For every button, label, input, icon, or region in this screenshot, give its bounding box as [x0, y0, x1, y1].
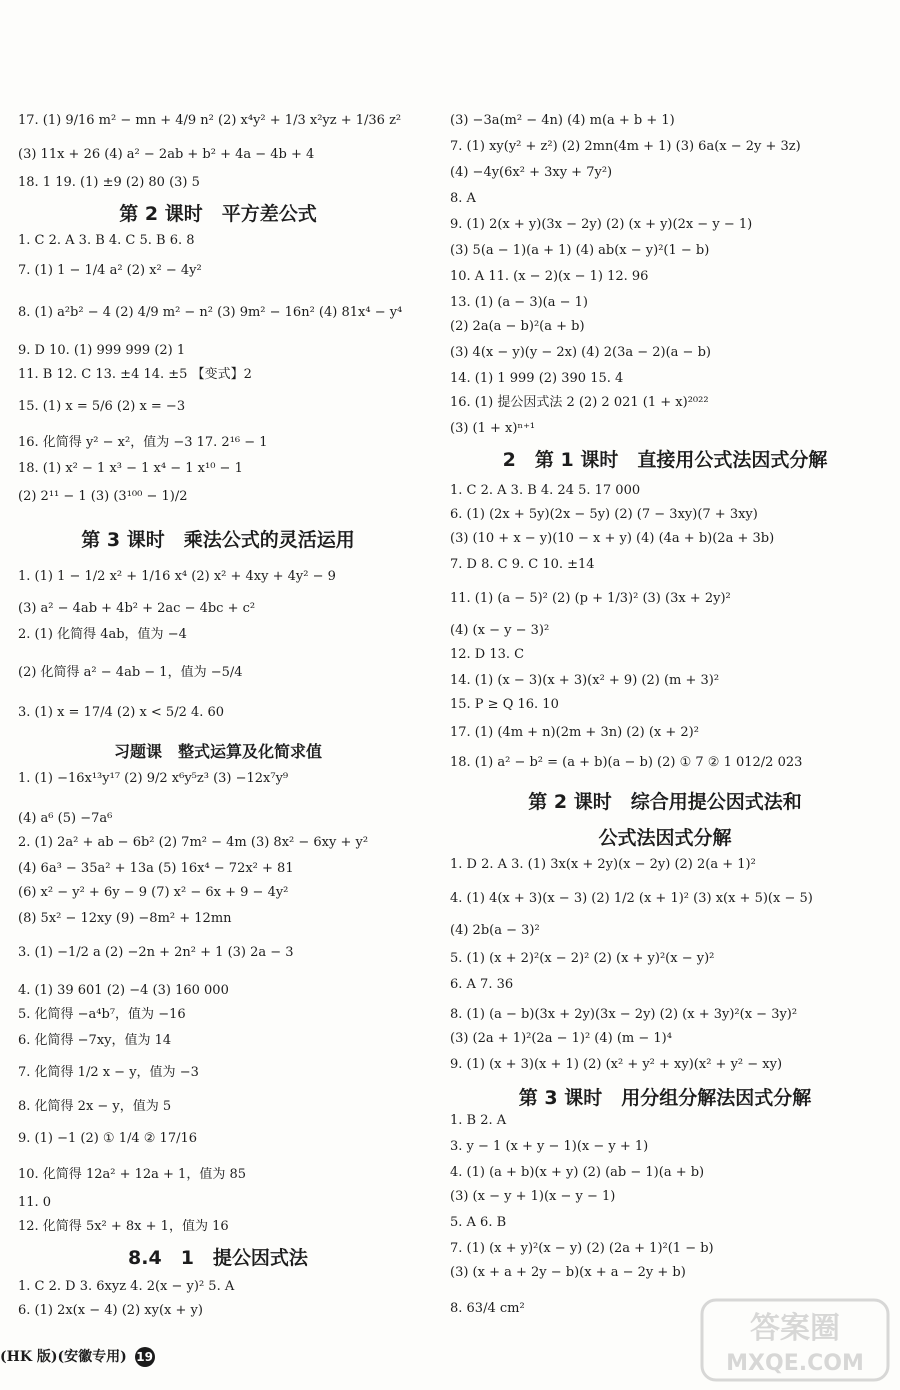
- answer-line: 11. B 12. C 13. ±4 14. ±5 【变式】2: [18, 367, 252, 382]
- answer-line: 5. (1) (x + 2)²(x − 2)² (2) (x + y)²(x − y)²: [450, 951, 715, 966]
- answer-line: 4. (1) (a + b)(x + y) (2) (ab − 1)(a + b): [450, 1165, 705, 1180]
- answer-line: 6. A 7. 36: [450, 977, 514, 992]
- answer-line: 9. (1) −1 (2) ① 1/4 ② 17/16: [18, 1131, 198, 1146]
- answer-line: (3) a² − 4ab + 4b² + 2ac − 4bc + c²: [18, 601, 256, 616]
- answer-line: 7. D 8. C 9. C 10. ±14: [450, 557, 595, 572]
- answer-line: 18. (1) a² − b² = (a + b)(a − b) (2) ① 7 ② 1 012/2 023: [450, 755, 803, 770]
- answer-line: 1. (1) 1 − 1/2 x² + 1/16 x⁴ (2) x² + 4xy + 4y² − 9: [18, 569, 336, 584]
- answer-line: 4. (1) 4(x + 3)(x − 3) (2) 1/2 (x + 1)² (3) x(x + 5)(x − 5): [450, 891, 813, 906]
- section-heading: 习题课 整式运算及化简求值: [113, 742, 322, 761]
- answer-line: 15. (1) x = 5/6 (2) x = −3: [18, 399, 186, 414]
- answer-line: 7. 化简得 1/2 x − y，值为 −3: [18, 1065, 199, 1080]
- answer-line: 15. P ≥ Q 16. 10: [450, 697, 559, 712]
- answer-line: (3) (1 + x)ⁿ⁺¹: [450, 421, 536, 436]
- answer-line: 4. (1) 39 601 (2) −4 (3) 160 000: [18, 983, 229, 998]
- answer-line: 1. B 2. A: [450, 1113, 507, 1128]
- answer-line: 12. 化简得 5x² + 8x + 1，值为 16: [18, 1219, 229, 1234]
- answer-line: (3) −3a(m² − 4n) (4) m(a + b + 1): [450, 113, 675, 128]
- answer-line: 7. (1) 1 − 1/4 a² (2) x² − 4y²: [18, 263, 202, 278]
- watermark-bottom-text: MXQE.COM: [726, 1351, 864, 1376]
- answer-line: (3) 5(a − 1)(a + 1) (4) ab(x − y)²(1 − b): [450, 243, 710, 258]
- page-footer: [0, 1346, 155, 1367]
- answer-line: 17. (1) 9/16 m² − mn + 4/9 n² (2) x⁴y² + 1/3 x²yz + 1/36 z²: [18, 113, 402, 128]
- answer-line: 3. y − 1 (x + y − 1)(x − y + 1): [450, 1139, 649, 1154]
- answer-line: (4) −4y(6x² + 3xy + 7y²): [450, 165, 613, 180]
- answer-line: 3. (1) x = 17/4 (2) x < 5/2 4. 60: [18, 705, 225, 720]
- answer-line: 8. A: [450, 191, 476, 206]
- section-heading: 第 3 课时 乘法公式的灵活运用: [81, 529, 355, 551]
- answer-line: 10. 化简得 12a² + 12a + 1，值为 85: [18, 1167, 246, 1182]
- answer-line: (2) 化简得 a² − 4ab − 1，值为 −5/4: [18, 665, 243, 680]
- answer-line: (3) (2a + 1)²(2a − 1)² (4) (m − 1)⁴: [450, 1031, 672, 1046]
- answer-line: 3. (1) −1/2 a (2) −2n + 2n² + 1 (3) 2a − 3: [18, 945, 294, 960]
- answer-line: 11. 0: [18, 1195, 52, 1210]
- answer-line: 18. (1) x² − 1 x³ − 1 x⁴ − 1 x¹⁰ − 1: [18, 461, 243, 476]
- section-heading: 公式法因式分解: [598, 827, 732, 849]
- edition-label: (HK 版)(安徽专用): [0, 1349, 127, 1365]
- answer-line: (4) (x − y − 3)²: [450, 623, 550, 638]
- section-heading: 第 2 课时 综合用提公因式法和: [528, 791, 802, 813]
- section-heading: 2 第 1 课时 直接用公式法因式分解: [502, 449, 828, 471]
- answer-line: 18. 1 19. (1) ±9 (2) 80 (3) 5: [18, 175, 200, 190]
- watermark-top-text: 答案圈: [750, 1311, 840, 1346]
- answer-line: 8. 63/4 cm²: [450, 1301, 525, 1316]
- answer-line: 14. (1) (x − 3)(x + 3)(x² + 9) (2) (m + 3)²: [450, 673, 720, 688]
- answer-line: 1. C 2. D 3. 6xyz 4. 2(x − y)² 5. A: [18, 1279, 235, 1294]
- answer-line: 2. (1) 2a² + ab − 6b² (2) 7m² − 4m (3) 8x² − 6xy + y²: [18, 835, 369, 850]
- answer-line: (4) a⁶ (5) −7a⁶: [18, 811, 113, 826]
- answer-line: 1. C 2. A 3. B 4. C 5. B 6. 8: [18, 233, 195, 248]
- answer-line: 12. D 13. C: [450, 647, 525, 662]
- answer-line: 9. (1) (x + 3)(x + 1) (2) (x² + y² + xy)(x² + y² − xy): [450, 1057, 783, 1072]
- answer-line: 7. (1) (x + y)²(x − y) (2) (2a + 1)²(1 − b): [450, 1241, 714, 1256]
- answer-line: 13. (1) (a − 3)(a − 1): [450, 295, 588, 310]
- section-heading: 第 3 课时 用分组分解法因式分解: [518, 1087, 812, 1109]
- answer-line: 1. (1) −16x¹³y¹⁷ (2) 9/2 x⁶y⁵z³ (3) −12x⁷y⁹: [18, 771, 289, 786]
- answer-line: 8. (1) (a − b)(3x + 2y)(3x − 2y) (2) (x + 3y)²(x − 3y)²: [450, 1007, 798, 1022]
- page-number-badge: 19: [135, 1347, 155, 1367]
- answer-line: 8. 化简得 2x − y，值为 5: [18, 1099, 172, 1114]
- answer-line: (4) 2b(a − 3)²: [450, 923, 540, 938]
- answer-line: (3) 4(x − y)(y − 2x) (4) 2(3a − 2)(a − b): [450, 345, 711, 360]
- answer-line: 14. (1) 1 999 (2) 390 15. 4: [450, 371, 624, 386]
- answer-line: (4) 6a³ − 35a² + 13a (5) 16x⁴ − 72x² + 81: [18, 861, 294, 876]
- answer-line: (3) (x + a + 2y − b)(x + a − 2y + b): [450, 1265, 686, 1280]
- answer-line: (2) 2¹¹ − 1 (3) (3¹⁰⁰ − 1)/2: [18, 489, 188, 504]
- answer-line: 6. 化简得 −7xy，值为 14: [18, 1033, 172, 1048]
- section-heading: 第 2 课时 平方差公式: [119, 203, 317, 225]
- answer-line: 16. 化简得 y² − x²，值为 −3 17. 2¹⁶ − 1: [18, 435, 268, 450]
- answer-line: 2. (1) 化简得 4ab，值为 −4: [18, 627, 187, 642]
- answer-line: 6. (1) (2x + 5y)(2x − 5y) (2) (7 − 3xy)(7 + 3xy): [450, 507, 758, 522]
- answer-line: 9. D 10. (1) 999 999 (2) 1: [18, 343, 186, 358]
- answer-line: (8) 5x² − 12xy (9) −8m² + 12mn: [18, 911, 232, 926]
- answer-line: 1. C 2. A 3. B 4. 24 5. 17 000: [450, 483, 641, 498]
- answer-line: 11. (1) (a − 5)² (2) (p + 1/3)² (3) (3x + 2y)²: [450, 591, 731, 606]
- answer-line: 6. (1) 2x(x − 4) (2) xy(x + y): [18, 1303, 203, 1318]
- answer-line: 10. A 11. (x − 2)(x − 1) 12. 96: [450, 269, 649, 284]
- answer-line: (3) 11x + 26 (4) a² − 2ab + b² + 4a − 4b + 4: [18, 147, 315, 162]
- section-heading: 8.4 1 提公因式法: [128, 1247, 308, 1269]
- answer-line: 5. 化简得 −a⁴b⁷，值为 −16: [18, 1007, 186, 1022]
- answer-line: 1. D 2. A 3. (1) 3x(x + 2y)(x − 2y) (2) 2(a + 1)²: [450, 857, 756, 872]
- answer-line: (6) x² − y² + 6y − 9 (7) x² − 6x + 9 − 4y²: [18, 885, 289, 900]
- answer-line: 17. (1) (4m + n)(2m + 3n) (2) (x + 2)²: [450, 725, 699, 740]
- answer-line: 9. (1) 2(x + y)(3x − 2y) (2) (x + y)(2x − y − 1): [450, 217, 753, 232]
- answer-line: 8. (1) a²b² − 4 (2) 4/9 m² − n² (3) 9m² − 16n² (4) 81x⁴ − y⁴: [18, 305, 403, 320]
- answer-line: 7. (1) xy(y² + z²) (2) 2mn(4m + 1) (3) 6a(x − 2y + 3z): [450, 139, 801, 154]
- answer-line: (2) 2a(a − b)²(a + b): [450, 319, 585, 334]
- answer-line: 16. (1) 提公因式法 2 (2) 2 021 (1 + x)²⁰²²: [450, 395, 709, 410]
- answer-line: (3) (x − y + 1)(x − y − 1): [450, 1189, 616, 1204]
- answer-line: (3) (10 + x − y)(10 − x + y) (4) (4a + b)(2a + 3b): [450, 531, 775, 546]
- watermark-logo: [700, 1298, 890, 1382]
- answer-line: 5. A 6. B: [450, 1215, 507, 1230]
